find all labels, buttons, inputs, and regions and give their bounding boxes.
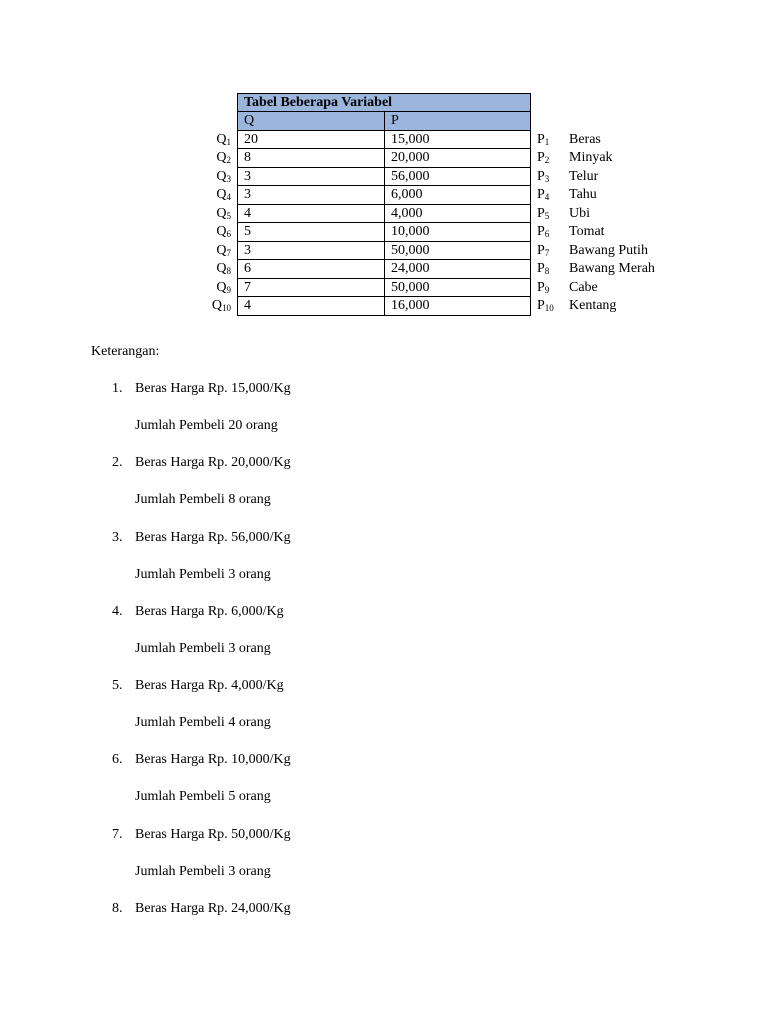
cell-q-value: 6 [237,260,384,279]
p-subscript: 7 [544,247,550,258]
cell-p-value: 10,000 [384,223,531,242]
p-symbol: P [537,168,545,184]
note-number: 3. [112,529,123,545]
q-variable-label [216,223,231,242]
p-subscript: 10 [544,303,554,313]
cell-p-value: 15,000 [384,131,531,150]
item-name: Ubi [569,205,590,221]
p-subscript: 2 [544,155,550,165]
item-name: Beras [569,131,601,147]
q-variable-label [216,186,231,205]
q-variable-label [216,149,231,168]
table-header-row [0,112,768,131]
cell-p-value: 56,000 [384,168,531,187]
cell-q-value: 4 [237,297,384,316]
item-name: Telur [569,168,599,184]
table-row [0,223,768,242]
cell-q-value: 5 [237,223,384,242]
note-price-text: Beras Harga Rp. 20,000/Kg [135,455,291,471]
note-item [0,455,768,529]
q-symbol: Q [216,168,227,184]
note-buyers-text: Jumlah Pembeli 3 orang [135,566,271,582]
note-number: 8. [112,901,123,917]
q-symbol: Q [216,261,227,276]
q-symbol: Q [216,131,227,147]
table-row [0,242,768,261]
note-price-text: Beras Harga Rp. 56,000/Kg [135,529,291,545]
q-subscript: 3 [226,173,231,184]
q-variable-label [216,168,231,187]
p-subscript: 9 [544,284,550,295]
p-variable-label [537,131,549,150]
table-row [0,260,768,279]
table-row [0,149,768,168]
q-symbol: Q [216,205,227,221]
q-variable-label [212,297,231,316]
note-price-text: Beras Harga Rp. 4,000/Kg [135,678,284,694]
q-variable-label [216,242,231,261]
p-subscript: 6 [544,229,550,239]
p-variable-label [537,149,549,168]
note-item [0,530,768,604]
note-price-text: Beras Harga Rp. 15,000/Kg [135,381,291,396]
header-q: Q [237,112,384,131]
q-symbol: Q [216,150,227,165]
q-symbol: Q [216,224,227,239]
table-title: Tabel Beberapa Variabel [237,93,531,112]
p-symbol: P [537,224,545,239]
table-row [0,131,768,150]
note-item [0,901,768,975]
q-variable-label [216,260,231,279]
p-symbol: P [537,187,545,202]
p-variable-label [537,279,549,298]
cell-p-value: 50,000 [384,279,531,298]
p-symbol: P [537,150,545,165]
cell-q-value: 3 [237,186,384,205]
item-name: Bawang Putih [569,242,648,258]
cell-q-value: 20 [237,131,384,150]
q-subscript: 2 [226,155,231,165]
item-name: Minyak [569,150,613,165]
note-number: 7. [112,826,123,842]
q-subscript: 10 [222,303,231,313]
p-variable-label [537,223,549,242]
p-variable-label [537,205,549,224]
table-row [0,297,768,316]
q-symbol: Q [211,298,222,313]
note-item [0,604,768,678]
cell-q-value: 4 [237,205,384,224]
p-subscript: 5 [544,210,550,221]
cell-p-value: 16,000 [384,297,531,316]
item-name: Tahu [569,187,597,202]
table-row [0,186,768,205]
q-subscript: 8 [226,266,231,276]
note-buyers-text: Jumlah Pembeli 5 orang [135,789,271,805]
note-buyers-text: Jumlah Pembeli 20 orang [135,418,278,433]
note-buyers-text: Jumlah Pembeli 4 orang [135,715,271,731]
q-subscript: 9 [226,284,231,295]
note-buyers-text: Jumlah Pembeli 3 orang [135,640,271,656]
header-p: P [384,112,531,131]
item-name: Kentang [569,298,617,313]
q-subscript: 4 [226,192,231,202]
p-subscript: 1 [544,136,550,147]
note-number: 2. [112,455,123,471]
table-title-row [0,93,768,112]
notes-heading: Keterangan: [91,344,160,359]
note-number: 1. [112,381,123,396]
q-variable-label [216,131,231,150]
q-variable-label [216,205,231,224]
p-symbol: P [537,131,545,147]
p-symbol: P [537,279,545,295]
p-symbol: P [537,298,545,313]
note-number: 5. [112,678,123,694]
q-symbol: Q [216,279,227,295]
q-variable-label [216,279,231,298]
cell-p-value: 20,000 [384,149,531,168]
q-subscript: 7 [226,247,231,258]
note-item [0,752,768,826]
cell-q-value: 8 [237,149,384,168]
note-buyers-text: Jumlah Pembeli 8 orang [135,492,271,508]
cell-p-value: 50,000 [384,242,531,261]
p-subscript: 8 [544,266,550,276]
p-variable-label [537,186,549,205]
note-price-text: Beras Harga Rp. 6,000/Kg [135,603,284,619]
p-subscript: 3 [544,173,550,184]
p-symbol: P [537,242,545,258]
cell-q-value: 3 [237,242,384,261]
cell-q-value: 7 [237,279,384,298]
cell-p-value: 6,000 [384,186,531,205]
q-subscript: 6 [226,229,231,239]
table-row [0,279,768,298]
note-item [0,381,768,455]
p-variable-label [537,260,549,279]
p-symbol: P [537,261,545,276]
item-name: Cabe [569,279,598,295]
p-variable-label [537,242,549,261]
note-item [0,678,768,752]
q-subscript: 5 [226,210,231,221]
cell-p-value: 4,000 [384,205,531,224]
table-row [0,205,768,224]
table-row [0,168,768,187]
note-number: 4. [112,603,123,619]
p-variable-label [537,297,554,316]
q-symbol: Q [216,242,227,258]
p-symbol: P [537,205,545,221]
note-price-text: Beras Harga Rp. 24,000/Kg [135,901,291,917]
notes-list [0,381,768,975]
q-symbol: Q [216,187,227,202]
cell-p-value: 24,000 [384,260,531,279]
cell-q-value: 3 [237,168,384,187]
q-subscript: 1 [226,136,231,147]
item-name: Bawang Merah [569,261,655,276]
p-variable-label [537,168,549,187]
note-number: 6. [112,752,123,768]
note-item [0,827,768,901]
p-subscript: 4 [544,192,550,202]
note-price-text: Beras Harga Rp. 10,000/Kg [135,752,291,768]
note-buyers-text: Jumlah Pembeli 3 orang [135,863,271,879]
item-name: Tomat [569,224,605,239]
note-price-text: Beras Harga Rp. 50,000/Kg [135,826,291,842]
